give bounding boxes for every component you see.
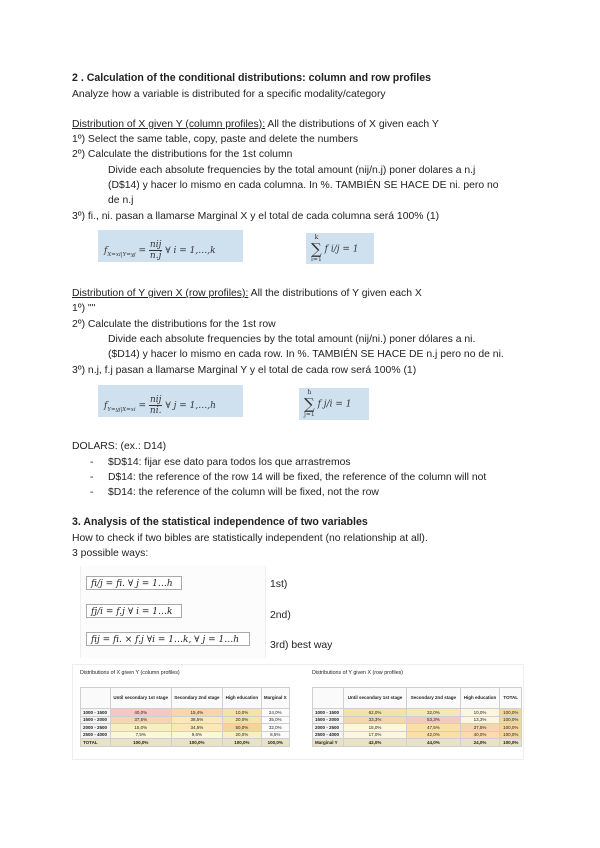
col-step-2: 2º) Calculate the distributions for the 1st column: [72, 149, 293, 160]
table-cell: 9,6%: [171, 731, 222, 739]
f2-den: ni.: [149, 406, 162, 416]
table-cell: 35,0%: [261, 716, 289, 724]
table-cell: 13,3%: [460, 716, 500, 724]
dollars-bullet-2: -: [90, 472, 94, 483]
f1-sigma: ∑: [311, 240, 322, 258]
table-cell: 24,0%: [460, 739, 500, 747]
table-row: [81, 739, 290, 747]
section-3-line-2: 3 possible ways:: [72, 548, 149, 559]
row-profiles-heading-rest: All the distributions of Y given each X: [248, 288, 422, 299]
table-row: [313, 709, 522, 717]
f1-num: nij: [149, 240, 162, 250]
f2-rest: ∀ j = 1,…,h: [165, 401, 216, 411]
way-2-label: 2nd): [270, 610, 291, 621]
row-profiles-heading-underlined: Distribution of Y given X (row profiles):: [72, 288, 249, 299]
table-row: [313, 739, 522, 747]
section-3-line-1: How to check if two bibles are statistically independent (no relationship at all).: [72, 533, 428, 544]
dollars-item-1: $D$14: fijar ese dato para todos los que arrastremos: [108, 457, 351, 468]
independence-formula-2: fj/i = f.j ∀ i = 1…k: [86, 604, 182, 618]
row-label-cell: TOTAL: [81, 739, 111, 747]
table-cell: 37,5%: [110, 716, 171, 724]
table-cell: 15,0%: [343, 724, 406, 732]
table-right-header-2: Secondary 2nd stage: [407, 688, 460, 709]
table-cell: 40,0%: [110, 709, 171, 717]
table-cell: 42,0%: [407, 731, 460, 739]
row-label-cell: 2000 - 2500: [313, 724, 344, 732]
table-row: [313, 724, 522, 732]
table-cell: 100,0%: [261, 739, 289, 747]
col-step-2-detail-2: (D$14) y hacer lo mismo en cada columna. In %. TAMBIÉN SE HACE DE ni. pero no: [108, 180, 499, 191]
table-right: [312, 687, 522, 747]
section-2-subtitle: Analyze how a variable is distributed for a specific modality/category: [72, 89, 386, 100]
table-cell: 100,0%: [500, 716, 522, 724]
table-cell: 10,0%: [223, 709, 261, 717]
f2-sum-bot: j=1: [304, 411, 315, 418]
formula-row-sum: [299, 388, 369, 420]
table-row: [81, 731, 290, 739]
table-cell: 47,5%: [407, 724, 460, 732]
table-cell: 100,0%: [110, 739, 171, 747]
table-cell: 10,0%: [460, 709, 500, 717]
table-row: [81, 709, 290, 717]
f1-den: n.j: [149, 251, 162, 261]
table-row: [81, 724, 290, 732]
table-left-header-2: Secondary 2nd stage: [171, 688, 222, 709]
table-cell: 33,3%: [343, 716, 406, 724]
table-right-header-3: High education: [460, 688, 500, 709]
f1-lhs: f: [104, 246, 108, 256]
column-profiles-heading-underlined: Distribution of X given Y (column profiles):: [72, 119, 266, 130]
formula-row-profile: $f_{Y=yj|X=xi}$ = $\frac{\text{nij}}{ni.}$ ∀ j = 1,…,h: [98, 385, 243, 417]
table-cell: 100,0%: [223, 739, 261, 747]
table-row: [81, 716, 290, 724]
way-3-label: 3rd) best way: [270, 640, 333, 651]
independence-formula-3: fij = fi. × f.j ∀i = 1…k, ∀ j = 1…h: [86, 632, 250, 646]
col-step-2-detail-1: Divide each absolute frequencies by the total amount (nij/n.j) poner dolares a n.j: [108, 165, 476, 176]
independence-formula-1: fi/j = fi. ∀ j = 1…h: [86, 576, 182, 590]
table-left: [80, 687, 290, 747]
row-label-cell: 1000 - 1500: [81, 709, 111, 717]
table-cell: 7,5%: [110, 731, 171, 739]
dollars-item-2: D$14: the reference of the row 14 will be fixed, the reference of the column will not: [108, 472, 487, 483]
dollars-bullet-1: -: [90, 457, 94, 468]
f2-lhs: f: [104, 401, 108, 411]
row-label-cell: 2500 - 4000: [313, 731, 344, 739]
table-cell: 20,0%: [223, 731, 261, 739]
table-left-header-4: Marginal X: [261, 688, 289, 709]
row-label-cell: 1500 - 2000: [313, 716, 344, 724]
table-left-header-3: High education: [223, 688, 261, 709]
table-left-header-0: [81, 688, 111, 709]
table-cell: 34,5%: [171, 724, 222, 732]
table-cell: 100,0%: [500, 731, 522, 739]
f1-sum-bot: i=1: [311, 256, 322, 263]
f1-sub: X=xi|Y=yj: [107, 251, 136, 258]
row-label-cell: Marginal Y: [313, 739, 344, 747]
table-cell: 42,0%: [343, 739, 406, 747]
table-cell: 40,0%: [460, 731, 500, 739]
section-2-title: 2 . Calculation of the conditional distributions: column and row profiles: [72, 72, 432, 84]
table-left-title: Distributions of X given Y (column profiles): [80, 670, 180, 676]
table-right-header-4: TOTAL: [500, 688, 522, 709]
row-step-2: 2º) Calculate the distributions for the 1st row: [72, 319, 276, 330]
row-step-3: 3º) n.j, f.j pasan a llamarse Marginal Y y el total de cada row será 100% (1): [72, 365, 417, 376]
row-step-1: 1º) "": [72, 303, 96, 314]
table-right-header-1: Until secondary 1st stage: [343, 688, 406, 709]
col-step-2-detail-3: de n.j: [108, 195, 134, 206]
table-left-header-1: Until secondary 1st stage: [110, 688, 171, 709]
formula-column-profile: $f_{X=xi|Y=yj}$ = $\frac{\text{nij}}{n.j}$ ∀ i = 1,…,k: [98, 230, 243, 262]
row-label-cell: 2500 - 4000: [81, 731, 111, 739]
table-row: [313, 716, 522, 724]
f1-sum-top: k: [314, 234, 319, 241]
table-cell: 62,0%: [343, 709, 406, 717]
table-cell: 24,0%: [261, 709, 289, 717]
table-cell: 8,5%: [261, 731, 289, 739]
f2-sigma: ∑: [304, 395, 315, 413]
table-cell: 53,3%: [407, 716, 460, 724]
f1-rest: ∀ i = 1,…,k: [165, 246, 216, 256]
table-cell: 20,0%: [223, 716, 261, 724]
table-cell: 100,0%: [500, 724, 522, 732]
table-cell: 100,0%: [171, 739, 222, 747]
f1-sum-body: f i/j = 1: [324, 244, 359, 255]
table-cell: 17,0%: [343, 731, 406, 739]
table-row: [313, 731, 522, 739]
f2-sub: Y=yj|X=xi: [107, 406, 136, 413]
row-label-cell: 2000 - 2500: [81, 724, 111, 732]
table-cell: 15,0%: [110, 724, 171, 732]
table-cell: 32,0%: [261, 724, 289, 732]
table-cell: 32,0%: [407, 709, 460, 717]
dollars-item-3: $D14: the reference of the column will be fixed, not the row: [108, 487, 379, 498]
way-1-label: 1st): [270, 579, 288, 590]
dollars-heading: DOLARS: (ex.: D14): [72, 441, 167, 452]
f2-num: nij: [149, 395, 162, 405]
f2-sum-body: f j/i = 1: [317, 399, 352, 410]
table-cell: 100,0%: [500, 739, 522, 747]
row-step-2-detail-1: Divide each absolute frequencies by the total amount (nij/ni.) poner dólares a ni.: [108, 334, 476, 345]
formula-column-sum: [306, 233, 374, 264]
row-step-2-detail-2: ($D14) y hacer lo mismo en cada row. In %. TAMBIÉN SE HACE DE n.j pero no de ni.: [108, 349, 504, 360]
table-cell: 15,4%: [171, 709, 222, 717]
table-cell: 100,0%: [500, 709, 522, 717]
table-right-title: Distributions of Y given X (row profiles): [312, 670, 404, 676]
row-label-cell: 1000 - 1500: [313, 709, 344, 717]
column-profiles-heading: [72, 118, 439, 131]
dollars-bullet-3: -: [90, 487, 94, 498]
table-cell: 37,5%: [460, 724, 500, 732]
table-cell: 38,5%: [171, 716, 222, 724]
col-step-3: 3º) fi., ni. pasan a llamarse Marginal X y el total de cada columna será 100% (1): [72, 211, 440, 222]
f2-sum-top: h: [307, 389, 312, 396]
column-profiles-heading-rest: All the distributions of X given each Y: [265, 119, 439, 130]
table-cell: 50,0%: [223, 724, 261, 732]
table-cell: 44,0%: [407, 739, 460, 747]
section-3-title: 3. Analysis of the statistical independence of two variables: [72, 516, 368, 528]
table-right-header-0: [313, 688, 344, 709]
row-label-cell: 1500 - 2000: [81, 716, 111, 724]
row-profiles-heading: [72, 287, 422, 300]
col-step-1: 1º) Select the same table, copy, paste and delete the numbers: [72, 134, 359, 145]
